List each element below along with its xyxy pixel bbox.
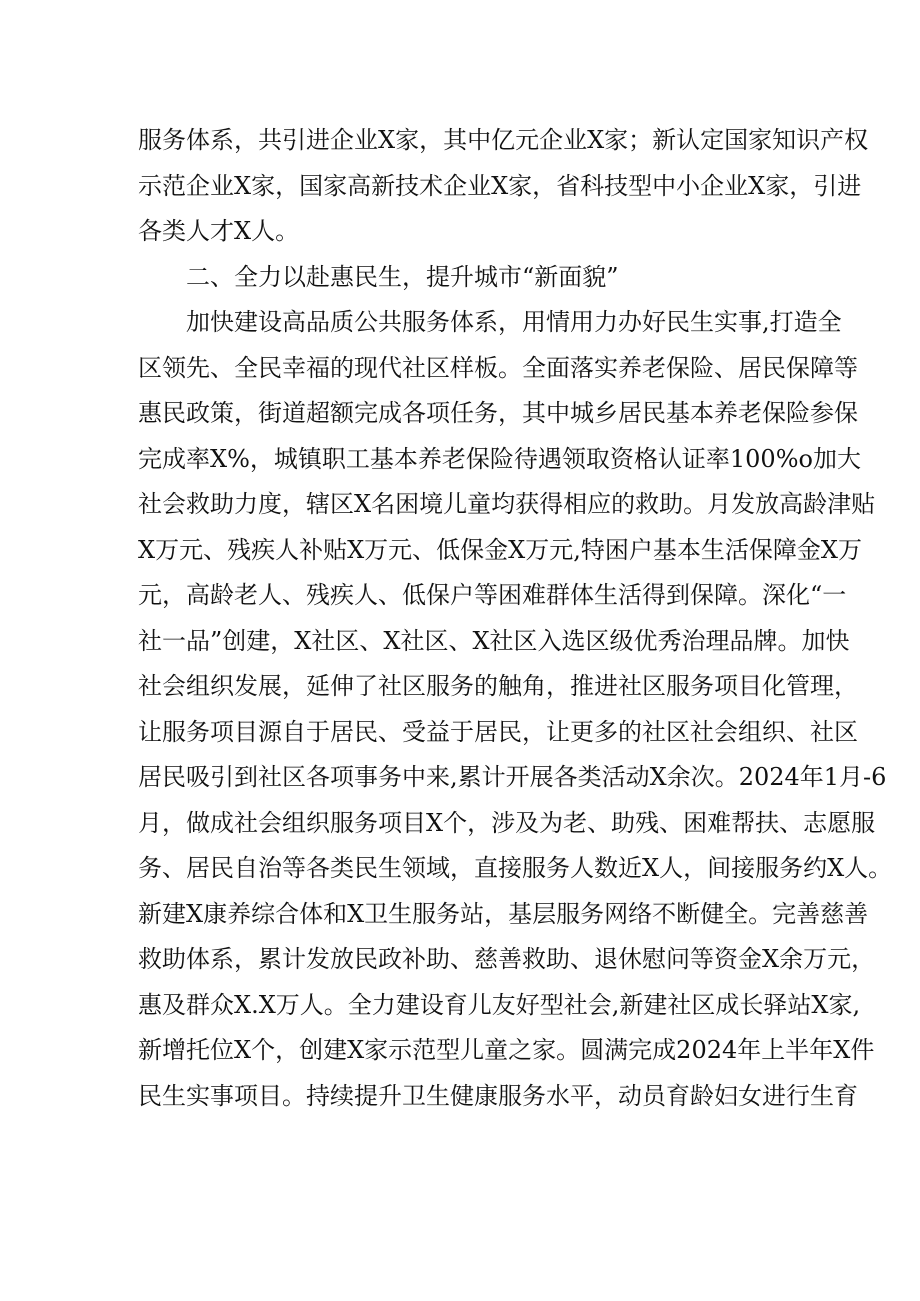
text-line: 惠民政策，街道超额完成各项任务，其中城乡居民基本养老保险参保 xyxy=(138,399,858,427)
text-line: 社会组织发展，延伸了社区服务的触角，推进社区服务项目化管理， xyxy=(138,672,858,700)
text-line: 让服务项目源自于居民、受益于居民，让更多的社区社会组织、社区 xyxy=(138,717,858,746)
text-line: 新建X康养综合体和X卫生服务站，基层服务网络不断健全。完善慈善 xyxy=(138,899,869,928)
section-heading: 二、全力以赴惠民生，提升城市“新面貌” xyxy=(186,262,619,291)
text-line: 示范企业X家，国家高新技术企业X家，省科技型中小企业X家，引进 xyxy=(138,171,862,200)
text-line: 元，高龄老人、残疾人、低保户等困难群体生活得到保障。深化“一 xyxy=(138,581,847,609)
text-line: 务、居民自治等各类民生领域，直接服务人数近X人，间接服务约X人。 xyxy=(138,854,893,882)
text-line: 社会救助力度，辖区X名困境儿童均获得相应的救助。月发放高龄津贴 xyxy=(138,490,876,518)
text-line: 完成率X%，城镇职工基本养老保险待遇领取资格认证率100%o加大 xyxy=(138,444,861,473)
text-line: 区领先、全民幸福的现代社区样板。全面落实养老保险、居民保障等 xyxy=(138,353,858,382)
text-line: 居民吸引到社区各项事务中来,累计开展各类活动X余次。2024年1月-6 xyxy=(138,763,887,791)
text-line: 新增托位X个，创建X家示范型儿童之家。圆满完成2024年上半年X件 xyxy=(138,1036,875,1064)
text-line: 月，做成社会组织服务项目X个，涉及为老、助残、困难帮扶、志愿服 xyxy=(138,808,876,837)
text-line: 各类人才X人。 xyxy=(138,217,300,245)
text-line: 民生实事项目。持续提升卫生健康服务水平，动员育龄妇女进行生育 xyxy=(138,1081,858,1110)
text-line: 救助体系，累计发放民政补助、慈善救助、退休慰问等资金X余万元， xyxy=(138,945,876,973)
text-line: 社一品”创建，X社区、X社区、X社区入选区级优秀治理品牌。加快 xyxy=(138,626,850,655)
text-line: 服务体系，共引进企业X家，其中亿元企业X家；新认定国家知识产权 xyxy=(138,126,869,154)
text-line: X万元、残疾人补贴X万元、低保金X万元,特困户基本生活保障金X万 xyxy=(138,535,862,564)
paragraph-first-line: 加快建设高品质公共服务体系，用情用力办好民生实事,打造全 xyxy=(186,308,842,336)
document-body xyxy=(138,118,893,1119)
text-line: 惠及群众X.X万人。全力建设育儿友好型社会,新建社区成长驿站X家, xyxy=(138,990,861,1019)
